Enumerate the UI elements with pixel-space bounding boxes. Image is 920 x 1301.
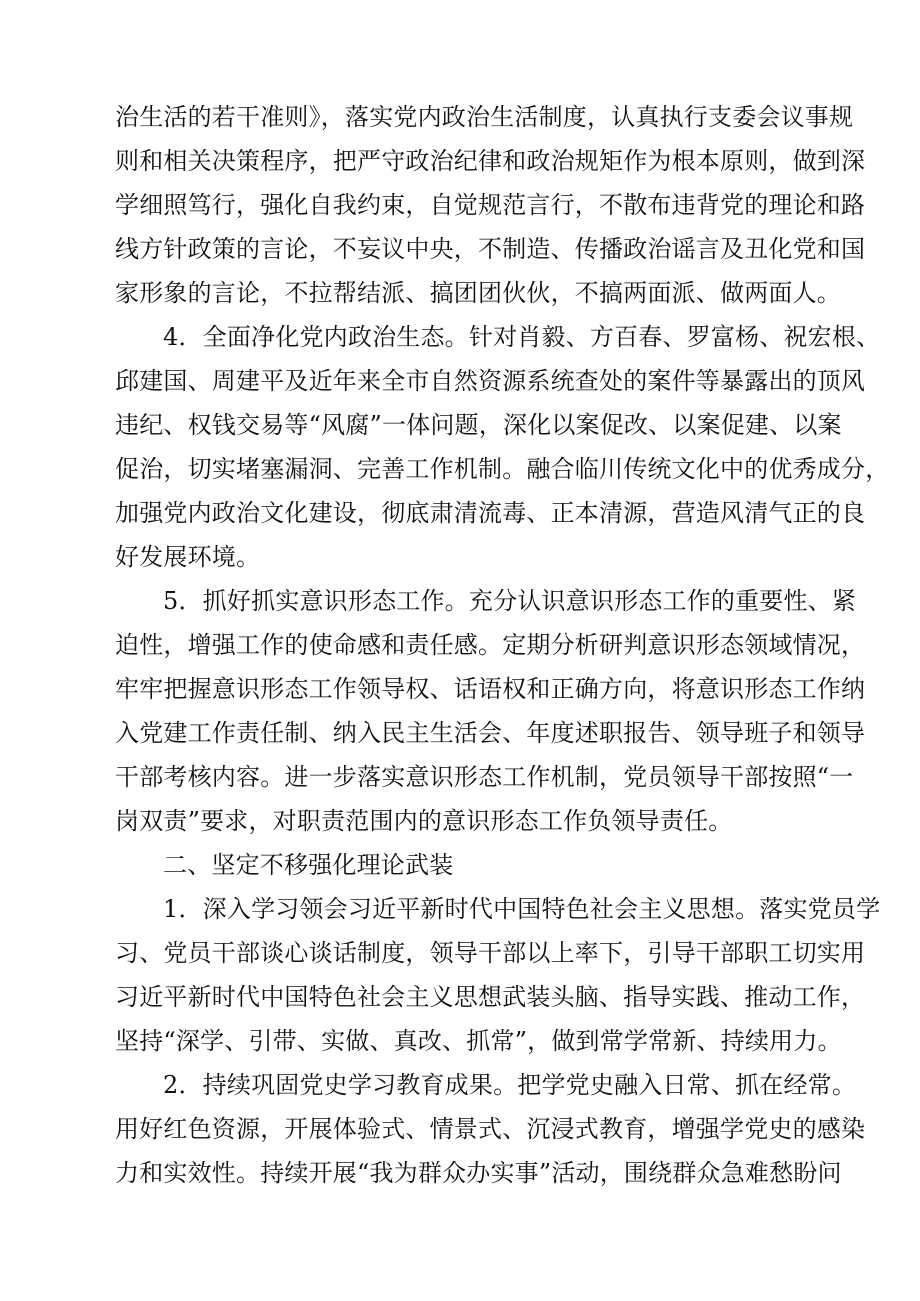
- paragraph-theory-study: [115, 887, 881, 1063]
- text-line: 习近平新时代中国特色社会主义思想武装头脑、指导实践、推动工作，: [115, 983, 866, 1011]
- text-line: 1．深入学习领会习近平新时代中国特色社会主义思想。落实党员学: [163, 895, 881, 923]
- section-heading: 二、坚定不移强化理论武装: [163, 851, 454, 879]
- text-line: 违纪、权钱交易等“风腐”一体问题，深化以案促改、以案促建、以案: [115, 411, 842, 439]
- text-line: 力和实效性。持续开展“我为群众办实事”活动，围绕群众急难愁盼问: [115, 1159, 842, 1187]
- text-line: 促治，切实堵塞漏洞、完善工作机制。融合临川传统文化中的优秀成分，: [115, 455, 890, 483]
- text-line: 学细照笃行，强化自我约束，自觉规范言行，不散布违背党的理论和路: [115, 191, 866, 219]
- text-line: 迫性，增强工作的使命感和责任感。定期分析研判意识形态领域情况，: [115, 631, 866, 659]
- text-line: 邱建国、周建平及近年来全市自然资源系统查处的案件等暴露出的顶风: [115, 367, 866, 395]
- text-line: 则和相关决策程序，把严守政治纪律和政治规矩作为根本原则，做到深: [115, 147, 866, 175]
- paragraph-political-ecology: [115, 315, 890, 579]
- paragraph-political-life: [115, 95, 866, 315]
- text-line: 线方针政策的言论，不妄议中央，不制造、传播政治谣言及丑化党和国: [115, 235, 866, 263]
- text-line: 习、党员干部谈心谈话制度，领导干部以上率下，引导干部职工切实用: [115, 939, 866, 967]
- text-line: 用好红色资源，开展体验式、情景式、沉浸式教育，增强学党史的感染: [115, 1115, 866, 1143]
- text-line: 岗双责”要求，对职责范围内的意识形态工作负领导责任。: [115, 807, 733, 835]
- text-line: 2．持续巩固党史学习教育成果。把学党史融入日常、抓在经常。: [163, 1071, 857, 1099]
- text-line: 治生活的若干准则》，落实党内政治生活制度，认真执行支委会议事规: [115, 103, 854, 131]
- text-line: 加强党内政治文化建设，彻底肃清流毒、正本清源，营造风清气正的良: [115, 499, 866, 527]
- text-line: 4．全面净化党内政治生态。针对肖毅、方百春、罗富杨、祝宏根、: [163, 323, 881, 351]
- text-line: 家形象的言论，不拉帮结派、搞团团伙伙，不搞两面派、做两面人。: [115, 279, 841, 307]
- text-line: 入党建工作责任制、纳入民主生活会、年度述职报告、领导班子和领导: [115, 719, 866, 747]
- text-line: 干部考核内容。进一步落实意识形态工作机制，党员领导干部按照“一: [115, 763, 854, 791]
- paragraph-party-history: [115, 1063, 866, 1195]
- text-line: 牢牢把握意识形态工作领导权、话语权和正确方向，将意识形态工作纳: [115, 675, 866, 703]
- paragraph-ideology-work: [115, 579, 866, 843]
- text-line: 坚持“深学、引带、实做、真改、抓常”，做到常学常新、持续用力。: [115, 1027, 842, 1055]
- text-line: 5．抓好抓实意识形态工作。充分认识意识形态工作的重要性、紧: [163, 587, 857, 615]
- document-page: [115, 95, 890, 1195]
- text-line: 好发展环境。: [115, 543, 261, 571]
